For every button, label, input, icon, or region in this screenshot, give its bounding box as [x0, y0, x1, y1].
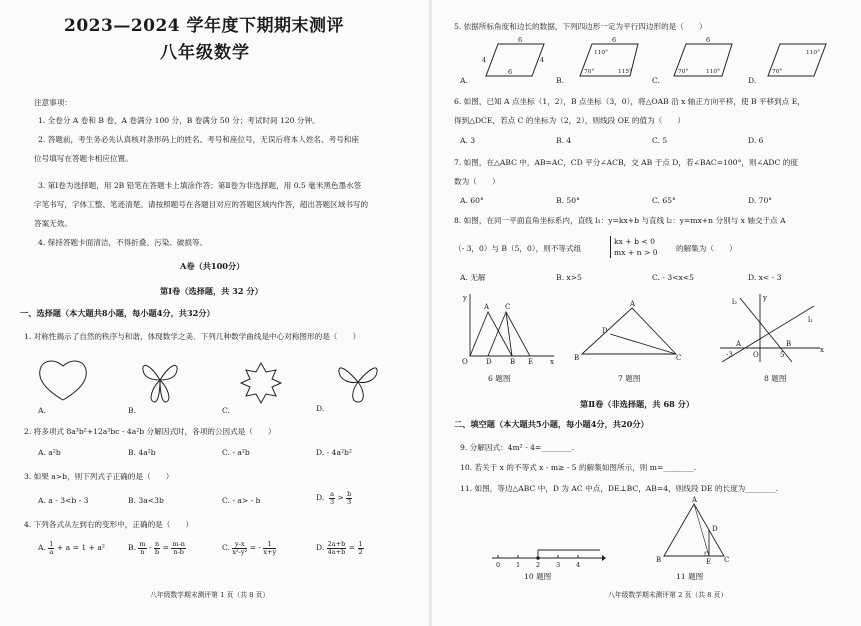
fig6-label: B [510, 358, 516, 366]
inequality-1: kx + b < 0 [614, 237, 655, 246]
fig11-label: C [724, 556, 730, 564]
denominator: 3 [347, 497, 352, 506]
butterfly-curve-figure [140, 358, 180, 406]
q2-option-c: C. - a²b [222, 448, 250, 457]
fraction [327, 541, 347, 555]
fraction [358, 541, 364, 555]
figure-8 [716, 292, 826, 366]
q5-option-c: C. [652, 76, 660, 85]
q3-option-c: C. - a> - b [222, 496, 261, 505]
q2-option-d: D. - 4a²b² [316, 448, 352, 457]
question-11: 11. 如图，等边△ABC 中，D 为 AC 中点，DE⊥BC，AB=4，则线段 DE 的长度为________. [460, 484, 779, 493]
numerator: m [139, 540, 146, 548]
question-7-cont: 数为（ ） [454, 177, 500, 186]
fig6-label: A [484, 303, 490, 311]
question-8-cont: （- 3，0）与 B（5，0），则不等式组 [454, 244, 582, 253]
q4-option-b-label: B. [128, 543, 136, 552]
q4-option-a [38, 541, 105, 555]
quad-c-label: 6 [706, 36, 711, 44]
denominator: 2 [358, 547, 363, 556]
q2-option-a: A. a²b [38, 448, 61, 457]
fig11-label: A [692, 496, 698, 504]
page-footer: 八年级数学期末测评第 1 页（共 8 页） [150, 591, 270, 599]
quad-a-label: 6 [518, 36, 523, 44]
operator: = [348, 543, 356, 552]
notes-heading: 注意事项： [34, 98, 72, 107]
fig6-caption: 6 题图 [488, 374, 511, 383]
expression: + a = 1 + a² [56, 543, 105, 552]
figure-7 [572, 300, 682, 360]
koch-snowflake-figure [240, 362, 282, 404]
fig7-label: D [602, 327, 608, 335]
part2-heading: 第Ⅱ卷（非选择题，共 68 分） [580, 399, 695, 409]
question-8-tail: 的解集为（ ） [676, 244, 737, 253]
numerator: m-n [172, 540, 185, 548]
section1-heading: 一、选择题（本大题共8小题，每小题4分，共32分） [20, 308, 215, 318]
numerator: 1 [358, 540, 363, 548]
fig6-label: E [528, 358, 534, 366]
fig6-label: D [486, 358, 492, 366]
question-2: 2. 将多项式 8a³b²+12a³bc - 4a²b 分解因式时，各项的公因式是（ ） [24, 427, 276, 436]
q8-option-c: C. - 3<x<5 [652, 273, 695, 282]
fig6-label: O [462, 358, 468, 366]
fig7-label: B [574, 354, 580, 362]
numerator: n [155, 540, 160, 548]
operator: - [149, 543, 152, 552]
note-line: 字笔书写，字体工整、笔迹清楚。请按照题号在各题目对应的答题区域内作答，超出答题区域书写的 [34, 200, 369, 209]
numerator: 1 [49, 540, 54, 548]
q5-option-b: B. [556, 76, 564, 85]
quad-b-label: 70° [584, 69, 595, 75]
tick-label: 4 [576, 561, 581, 569]
quad-b-label: 110° [594, 50, 608, 56]
denominator: b [155, 547, 160, 556]
volume-a-heading: A卷（共100分） [180, 261, 245, 271]
numerator: a [330, 490, 334, 498]
q4-option-a-label: A. [38, 543, 46, 552]
section2-heading: 二、填空题（本大题共5小题，每小题4分，共20分） [454, 419, 649, 429]
fraction [154, 541, 160, 555]
q4-option-b [128, 541, 186, 555]
quad-d-label: 110° [806, 50, 820, 56]
quadrilateral-a [484, 38, 548, 80]
exam-subject: 八年级数学 [160, 43, 250, 63]
operator: = [162, 543, 169, 552]
question-8: 8. 如图，在同一平面直角坐标系内，直线 l₁：y=kx+b 与直线 l₂：y=mx+n 分别与 x 轴交于点 A [454, 216, 786, 225]
q4-option-c-label: C. [222, 543, 230, 552]
denominator: 3 [329, 497, 335, 506]
question-6: 6. 如图，已知 A 点坐标（1，2），B 点坐标（3，0），将△OAB 沿 x 轴正方向平移，使 B 平移到点 E， [454, 97, 805, 106]
part1-heading: 第Ⅰ卷（选择题，共 32 分） [160, 286, 263, 296]
fraction [171, 541, 186, 555]
fig8-label: -3 [726, 351, 733, 359]
tick-label: 0 [496, 561, 501, 569]
fig8-label: y [763, 294, 767, 302]
q3-option-a: A. a - 3<b - 3 [38, 496, 89, 505]
tick-label: 2 [536, 561, 541, 569]
question-1: 1. 对称性揭示了自然的秩序与和谐，体现数学之美．下列几种数学曲线是中心对称图形的是（ ） [24, 332, 361, 341]
fig8-label: l₂ [732, 298, 738, 306]
fig8-label: 5 [780, 351, 785, 359]
numerator: 2a+b [327, 540, 346, 548]
inequality-2: mx + n > 0 [614, 248, 658, 257]
tick-label: 3 [556, 561, 561, 569]
fig6-label: y [463, 294, 467, 302]
question-4: 4. 下列各式从左到右的变形中，正确的是（ ） [24, 520, 194, 529]
fig11-label: D [712, 525, 718, 533]
q1-option-b: B. [128, 406, 136, 415]
fig11-label: E [706, 558, 712, 566]
fig8-label: B [786, 340, 792, 348]
fig8-label: O [753, 351, 759, 359]
quad-b-label: 6 [612, 36, 617, 44]
quad-a-label: 4 [540, 56, 545, 64]
q8-option-b: B. x>5 [556, 273, 582, 282]
exam-title: 2023—2024 学年度下期期末测评 [64, 16, 345, 36]
heart-curve-figure [38, 358, 88, 402]
q6-option-b: B. 4 [556, 136, 572, 145]
fraction [138, 541, 146, 555]
note-line: 答案无效。 [34, 219, 72, 228]
q8-option-a: A. 无解 [460, 273, 486, 282]
fig11-caption: 11 题图 [676, 572, 704, 581]
q7-option-a: A. 60° [460, 196, 484, 205]
fraction [346, 491, 352, 505]
q1-option-a: A. [38, 406, 46, 415]
denominator: x²-y² [232, 547, 248, 556]
fig7-label: A [630, 300, 636, 308]
denominator: n-b [173, 547, 184, 556]
exam-page-2 [432, 0, 861, 626]
operator: = - [249, 543, 261, 552]
question-7: 7. 如图，在△ABC 中，AB=AC，CD 平分∠ACB，交 AB 于点 D，若∠BAC=100°，则∠ADC 的度 [454, 158, 798, 167]
q4-option-c [222, 541, 276, 555]
q3-option-d: D. $\frac{a}{3}$ > $\frac{b}{3}$ [316, 490, 352, 506]
three-leaf-curve-figure [336, 358, 380, 404]
figure-10-number-line [490, 540, 606, 570]
q8-option-d: D. x< - 3 [748, 273, 782, 282]
denominator: x+y [263, 547, 277, 556]
question-3: 3. 如果 a>b，则下列式子正确的是（ ） [24, 472, 174, 481]
fig11-label: B [656, 556, 662, 564]
denominator: a [49, 547, 54, 556]
quad-c-label: 110° [706, 69, 720, 75]
q4-option-d [316, 541, 364, 555]
quad-a-label: 4 [482, 56, 487, 64]
figure-11 [656, 498, 728, 564]
fig7-label: C [676, 354, 682, 362]
quadrilateral-c [672, 38, 736, 80]
figure-6 [462, 292, 558, 366]
q6-option-a: A. 3 [460, 136, 476, 145]
note-line: 位号填写在答题卡相应位置。 [34, 154, 133, 163]
q7-option-c: C. 65° [652, 196, 676, 205]
quad-a-label: 6 [508, 68, 513, 76]
numerator: 1 [263, 541, 276, 549]
q2-option-b: B. 4a²b [128, 448, 156, 457]
inequality-system [610, 236, 658, 258]
question-9: 9. 分解因式：4m² - 4=________. [460, 443, 575, 452]
page-footer: 八年级数学期末测评第 2 页（共 8 页） [608, 591, 728, 599]
fig10-caption: 10 题图 [524, 572, 552, 581]
q1-option-d: D. [316, 404, 325, 413]
question-5: 5. 依据所标角度和边长的数据，下列四边形一定为平行四边形的是（ ） [454, 22, 707, 31]
note-line: 2. 答题前，考生务必先认真核对条形码上的姓名、考号和座位号，无误后将本人姓名、考号和座 [38, 135, 359, 144]
fig6-label: x [550, 358, 554, 366]
fraction [48, 541, 54, 555]
denominator: n [140, 547, 145, 556]
quadrilateral-b [578, 38, 642, 80]
denominator: 4a+b [327, 547, 346, 556]
q1-option-c: C. [222, 406, 230, 415]
fraction [329, 491, 335, 505]
tick-label: 1 [516, 561, 521, 569]
quad-d-label: 70° [772, 69, 783, 75]
q6-option-c: C. 5 [652, 136, 668, 145]
q5-option-a: A. [460, 76, 468, 85]
note-line: 1. 全卷分 A 卷和 B 卷，A 卷满分 100 分，B 卷满分 50 分；考试时间 120 分钟。 [38, 116, 320, 125]
fig8-caption: 8 题图 [764, 374, 787, 383]
fig8-label: x [820, 346, 824, 354]
quad-b-label: 115° [618, 69, 632, 75]
quad-c-label: 70° [678, 69, 689, 75]
fig8-label: l₁ [808, 316, 814, 324]
q4-option-d-label: D. [316, 543, 325, 552]
note-line: 4. 保持答题卡面清洁，不得折叠、污染、破损等。 [38, 238, 208, 247]
fig6-label: C [505, 303, 511, 311]
q7-option-d: D. 70° [748, 196, 773, 205]
quadrilateral-d [766, 38, 830, 80]
fig8-label: A [736, 340, 742, 348]
exam-page-1 [0, 0, 430, 626]
numerator: b [347, 490, 352, 498]
fraction [232, 541, 247, 555]
note-line: 3. 第Ⅰ卷为选择题，用 2B 铅笔在答题卡上填涂作答；第Ⅱ卷为非选择题，用 0.5 毫米黑色墨水签 [38, 181, 362, 190]
q5-option-d: D. [748, 76, 757, 85]
q3-option-b: B. 3a<3b [128, 496, 164, 505]
question-6-cont: 得到△DCE，若点 C 的坐标为（2，2），则线段 OE 的值为（ ） [454, 116, 686, 125]
q6-option-d: D. 6 [748, 136, 764, 145]
q7-option-b: B. 50° [556, 196, 580, 205]
fraction [263, 541, 276, 555]
fig7-caption: 7 题图 [618, 374, 641, 383]
numerator: y-x [232, 541, 247, 549]
question-10: 10. 若关于 x 的不等式 x - m≥ - 5 的解集如图所示，则 m=________. [460, 463, 697, 472]
q3-option-d-label: D. [316, 493, 325, 502]
